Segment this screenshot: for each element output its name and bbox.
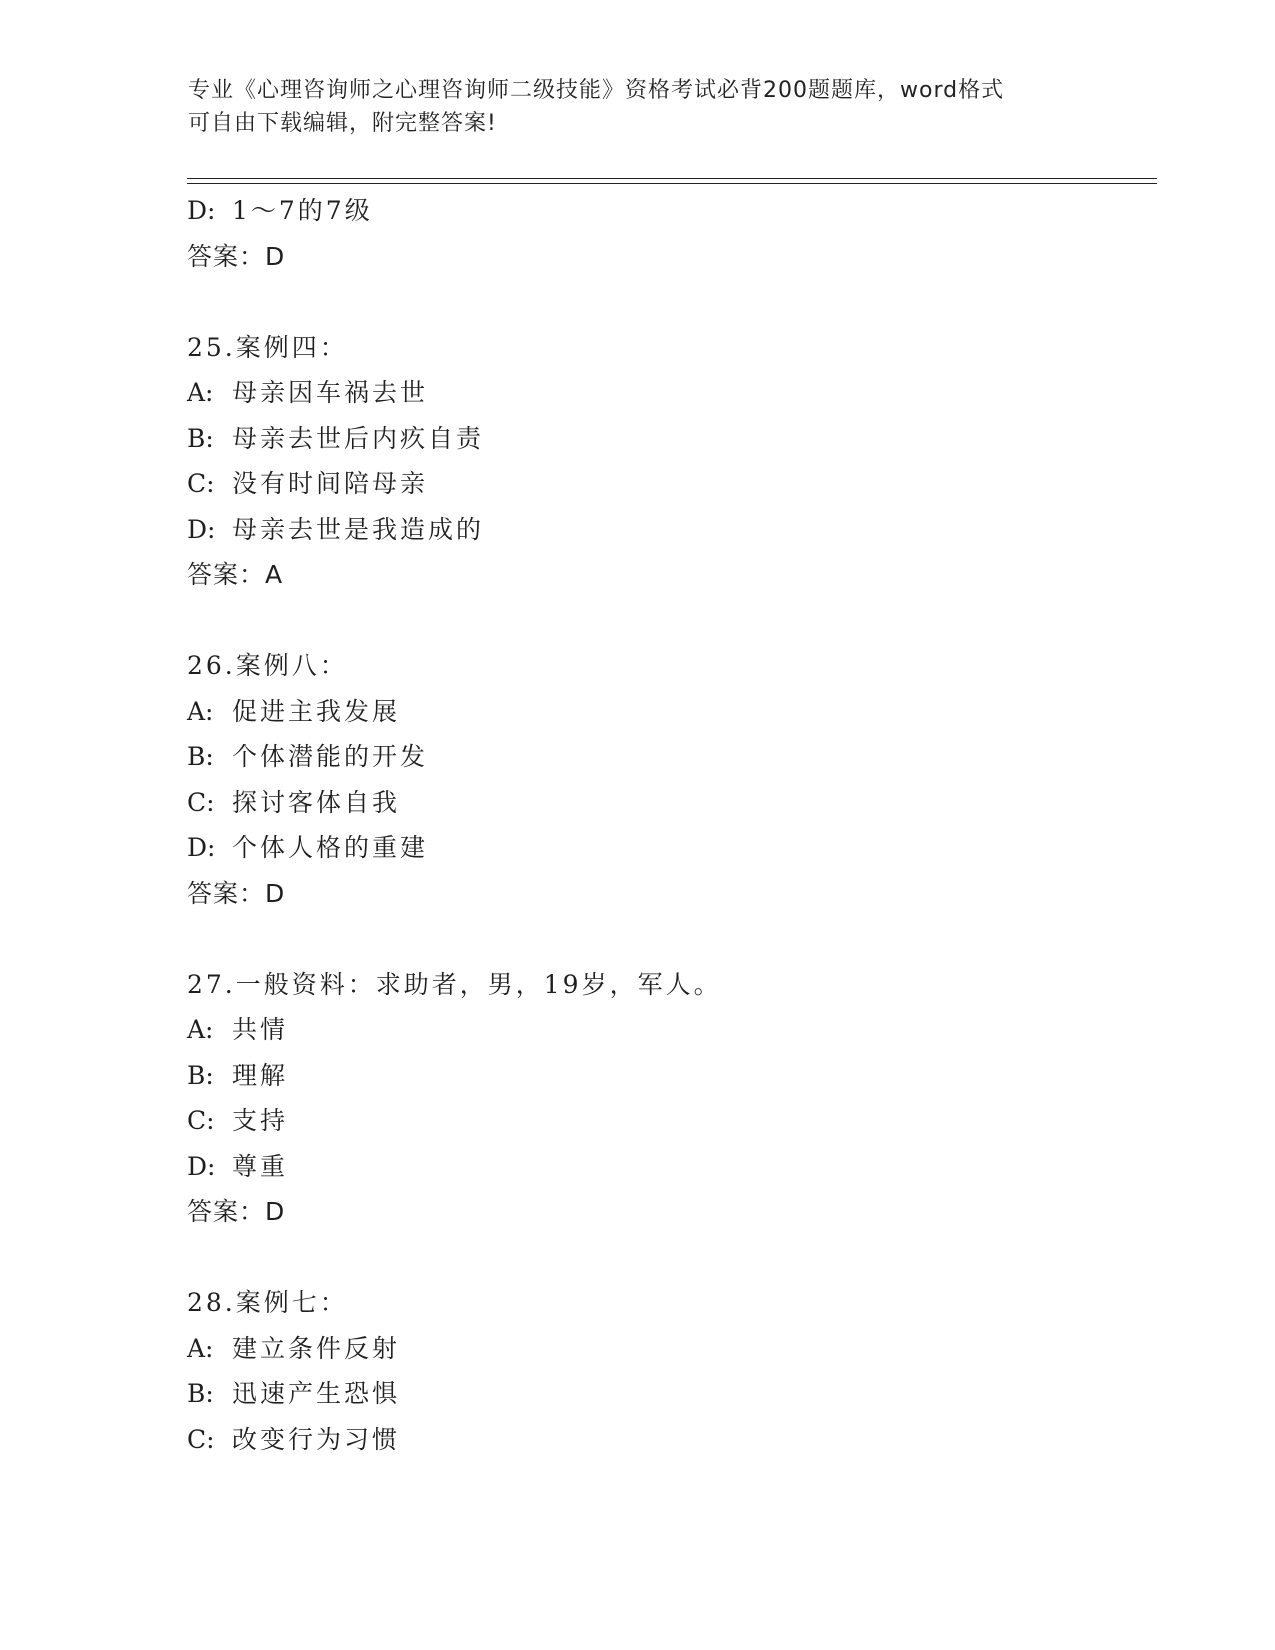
option-line [187,188,1147,234]
option-key: B: [187,742,214,771]
option-line [187,1144,1147,1190]
option-text: 母亲去世是我造成的 [232,514,485,544]
option-line [187,780,1147,826]
question-stem: 27.一般资料：求助者，男，19岁，军人。 [187,969,722,999]
option-text: 个体潜能的开发 [232,742,429,771]
answer-line: 答案：D [187,241,286,271]
document-header [188,74,1108,140]
option-line [187,1098,1147,1144]
option-key: D: [187,196,216,225]
option-line [187,689,1147,735]
option-text: 促进主我发展 [232,696,401,726]
spacer [187,279,1147,325]
option-key: D: [187,833,216,862]
option-key: A: [187,1015,214,1044]
option-line [187,416,1147,462]
option-key: D: [187,1151,216,1181]
option-key: A: [187,378,214,407]
option-text: 建立条件反射 [232,1333,401,1363]
option-line [187,1326,1147,1372]
spacer [187,598,1147,644]
option-text: 支持 [232,1106,289,1135]
option-line [187,1371,1147,1417]
option-line [187,734,1147,780]
question-27 [187,962,1147,1235]
option-key: B: [187,1060,214,1090]
option-line [187,1007,1147,1053]
answer-line: 答案：D [187,1197,286,1226]
question-stem: 25.案例四： [187,332,348,362]
option-text: 尊重 [232,1151,289,1181]
option-text: 个体人格的重建 [232,833,429,862]
option-line [187,825,1147,871]
header-divider-bottom [187,183,1157,184]
option-text: 没有时间陪母亲 [232,469,429,498]
option-key: A: [187,696,214,726]
option-text: 改变行为习惯 [232,1424,401,1454]
question-list [187,188,1147,1462]
header-divider-top [187,178,1157,179]
header-line-1: 专业《心理咨询师之心理咨询师二级技能》资格考试必背200题题库，word格式 [188,78,1005,103]
question-28 [187,1280,1147,1462]
header-line-2: 可自由下载编辑，附完整答案! [188,111,497,136]
option-text: 母亲因车祸去世 [232,378,429,407]
option-key: B: [187,1379,214,1408]
spacer [187,1235,1147,1281]
option-key: C: [187,1424,215,1454]
answer-line: 答案：D [187,878,286,908]
option-key: D: [187,514,216,544]
option-key: C: [187,1106,215,1135]
option-key: B: [187,423,214,453]
option-text: 探讨客体自我 [232,787,401,817]
option-text: 迅速产生恐惧 [232,1379,401,1408]
option-text: 共情 [232,1015,289,1044]
question-26 [187,643,1147,916]
option-line [187,370,1147,416]
option-line [187,507,1147,553]
question-stem: 26.案例八： [187,651,348,680]
option-line [187,1053,1147,1099]
answer-line: 答案：A [187,560,284,589]
option-key: C: [187,787,215,817]
question-stem: 28.案例七： [187,1288,348,1317]
option-text: 理解 [232,1060,289,1090]
option-key: A: [187,1333,214,1363]
question-25 [187,325,1147,598]
option-text: 1～7的7级 [232,196,373,225]
option-line [187,461,1147,507]
option-text: 母亲去世后内疚自责 [232,423,485,453]
spacer [187,916,1147,962]
option-line [187,1417,1147,1463]
option-key: C: [187,469,215,498]
